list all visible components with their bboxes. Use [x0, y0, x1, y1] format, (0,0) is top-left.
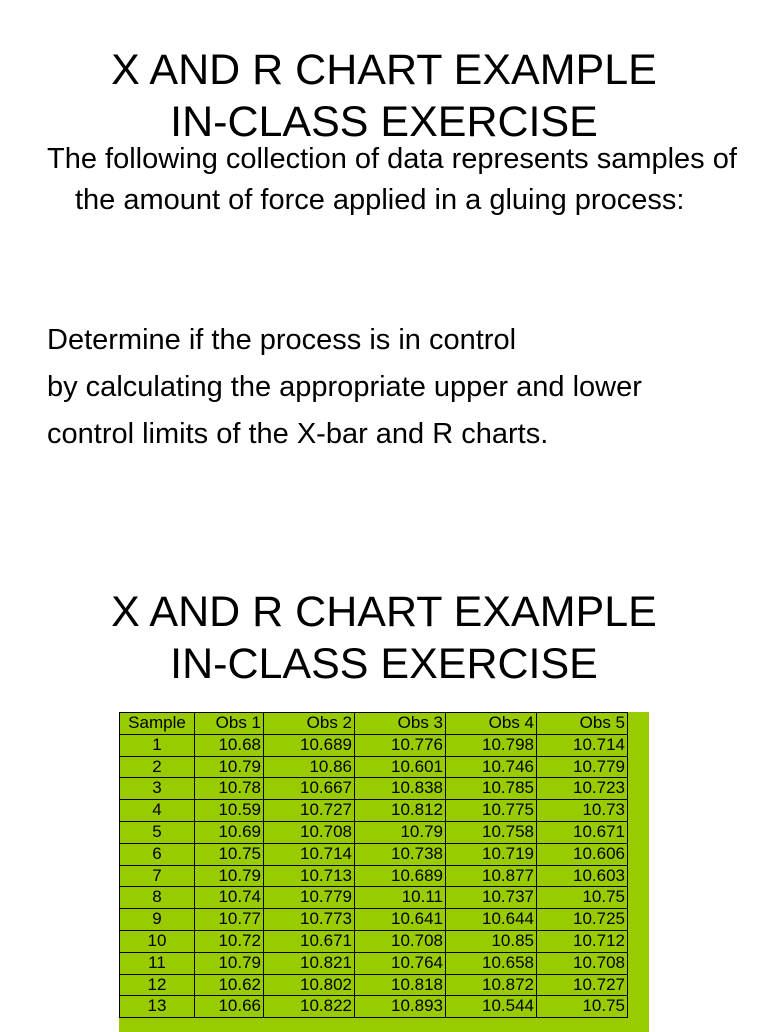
header-obs-4: Obs 4: [446, 713, 537, 735]
header-obs-2: Obs 2: [264, 713, 355, 735]
observation-cell: 10.75: [537, 996, 628, 1018]
instruction-line-2: by calculating the appropriate upper and lower: [47, 371, 642, 403]
observation-cell: 10.73: [537, 800, 628, 822]
observation-cell: 10.79: [195, 952, 264, 974]
observation-cell: 10.713: [264, 865, 355, 887]
data-table-container: [119, 712, 649, 1032]
observation-cell: 10.671: [537, 821, 628, 843]
table-row: [120, 930, 628, 952]
observation-cell: 10.822: [264, 996, 355, 1018]
observation-cell: 10.606: [537, 843, 628, 865]
header-obs-3: Obs 3: [355, 713, 446, 735]
observation-cell: 10.775: [446, 800, 537, 822]
observation-cell: 10.776: [355, 734, 446, 756]
observation-cell: 10.737: [446, 887, 537, 909]
observation-cell: 10.773: [264, 909, 355, 931]
force-data-table: [119, 712, 628, 1018]
sample-number-cell: 10: [120, 930, 195, 952]
instructions-block: [47, 320, 737, 455]
observation-cell: 10.712: [537, 930, 628, 952]
observation-cell: 10.644: [446, 909, 537, 931]
sample-number-cell: 5: [120, 821, 195, 843]
observation-cell: 10.821: [264, 952, 355, 974]
sample-number-cell: 1: [120, 734, 195, 756]
table-row: [120, 974, 628, 996]
table-row: [120, 952, 628, 974]
intro-paragraph: The following collection of data represents samples of the amount of force applied in a gluing process:: [47, 143, 737, 216]
observation-cell: 10.79: [355, 821, 446, 843]
observation-cell: 10.785: [446, 778, 537, 800]
slide2-title: [0, 586, 768, 690]
observation-cell: 10.601: [355, 756, 446, 778]
header-sample: Sample: [120, 713, 195, 735]
observation-cell: 10.723: [537, 778, 628, 800]
observation-cell: 10.544: [446, 996, 537, 1018]
sample-number-cell: 9: [120, 909, 195, 931]
observation-cell: 10.779: [537, 756, 628, 778]
observation-cell: 10.59: [195, 800, 264, 822]
slide1-title-line2: IN-CLASS EXERCISE: [170, 98, 598, 146]
sample-number-cell: 12: [120, 974, 195, 996]
observation-cell: 10.77: [195, 909, 264, 931]
slide1-title-line1: X AND R CHART EXAMPLE: [111, 46, 657, 94]
observation-cell: 10.746: [446, 756, 537, 778]
observation-cell: 10.74: [195, 887, 264, 909]
observation-cell: 10.671: [264, 930, 355, 952]
observation-cell: 10.62: [195, 974, 264, 996]
observation-cell: 10.86: [264, 756, 355, 778]
observation-cell: 10.738: [355, 843, 446, 865]
header-obs-1: Obs 1: [195, 713, 264, 735]
table-row: [120, 734, 628, 756]
table-row: [120, 887, 628, 909]
observation-cell: 10.603: [537, 865, 628, 887]
observation-cell: 10.714: [537, 734, 628, 756]
observation-cell: 10.658: [446, 952, 537, 974]
observation-cell: 10.877: [446, 865, 537, 887]
observation-cell: 10.11: [355, 887, 446, 909]
observation-cell: 10.708: [355, 930, 446, 952]
observation-cell: 10.758: [446, 821, 537, 843]
instruction-line-3: control limits of the X-bar and R charts.: [47, 418, 549, 450]
slide1-title: [0, 44, 768, 148]
table-row: [120, 843, 628, 865]
table-header-row: [120, 713, 628, 735]
table-row: [120, 756, 628, 778]
observation-cell: 10.798: [446, 734, 537, 756]
sample-number-cell: 4: [120, 800, 195, 822]
table-row: [120, 865, 628, 887]
observation-cell: 10.719: [446, 843, 537, 865]
sample-number-cell: 6: [120, 843, 195, 865]
observation-cell: 10.725: [537, 909, 628, 931]
observation-cell: 10.68: [195, 734, 264, 756]
observation-cell: 10.802: [264, 974, 355, 996]
observation-cell: 10.641: [355, 909, 446, 931]
observation-cell: 10.75: [195, 843, 264, 865]
observation-cell: 10.75: [537, 887, 628, 909]
sample-number-cell: 3: [120, 778, 195, 800]
observation-cell: 10.85: [446, 930, 537, 952]
observation-cell: 10.812: [355, 800, 446, 822]
header-obs-5: Obs 5: [537, 713, 628, 735]
observation-cell: 10.69: [195, 821, 264, 843]
table-row: [120, 996, 628, 1018]
slide2-title-line2: IN-CLASS EXERCISE: [170, 640, 598, 688]
observation-cell: 10.667: [264, 778, 355, 800]
observation-cell: 10.689: [264, 734, 355, 756]
instruction-line-1: Determine if the process is in control: [47, 324, 517, 356]
observation-cell: 10.66: [195, 996, 264, 1018]
observation-cell: 10.708: [537, 952, 628, 974]
observation-cell: 10.838: [355, 778, 446, 800]
sample-number-cell: 7: [120, 865, 195, 887]
observation-cell: 10.79: [195, 865, 264, 887]
observation-cell: 10.818: [355, 974, 446, 996]
observation-cell: 10.78: [195, 778, 264, 800]
observation-cell: 10.893: [355, 996, 446, 1018]
sample-number-cell: 11: [120, 952, 195, 974]
observation-cell: 10.708: [264, 821, 355, 843]
table-row: [120, 821, 628, 843]
table-body: [120, 734, 628, 1017]
observation-cell: 10.72: [195, 930, 264, 952]
observation-cell: 10.727: [264, 800, 355, 822]
table-row: [120, 909, 628, 931]
sample-number-cell: 8: [120, 887, 195, 909]
sample-number-cell: 2: [120, 756, 195, 778]
observation-cell: 10.872: [446, 974, 537, 996]
observation-cell: 10.714: [264, 843, 355, 865]
intro-text-block: [47, 139, 737, 221]
table-row: [120, 800, 628, 822]
observation-cell: 10.689: [355, 865, 446, 887]
observation-cell: 10.779: [264, 887, 355, 909]
table-row: [120, 778, 628, 800]
observation-cell: 10.79: [195, 756, 264, 778]
slide2-title-line1: X AND R CHART EXAMPLE: [111, 588, 657, 636]
observation-cell: 10.727: [537, 974, 628, 996]
observation-cell: 10.764: [355, 952, 446, 974]
sample-number-cell: 13: [120, 996, 195, 1018]
